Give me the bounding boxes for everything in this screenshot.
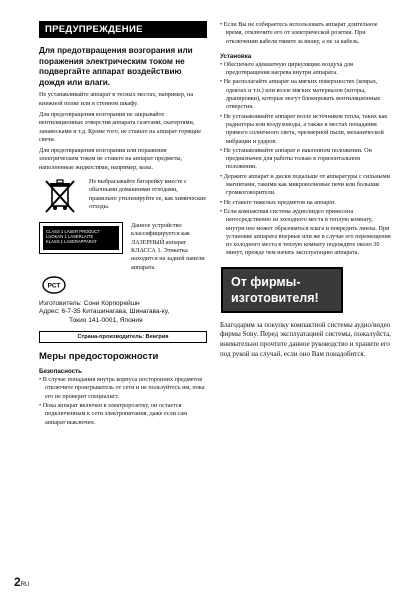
safety-item: • Пока аппарат включен в электророзетку, он остается подключенным к сети электропитания, даже если сам аппарат выключен. bbox=[39, 401, 188, 426]
country-of-origin: Страна-производитель: Венгрия bbox=[39, 331, 207, 343]
install-item: • Держите аппарат и диски подальше от аппаратуры с сильными магнитами, такими как микроволновые печи или большие громкоговорители. bbox=[220, 172, 390, 197]
install-item: • Если компактная система аудио/видео принесена непосредственно из холодного места в теплую комнату, внутри нее может образоваться влага и повредить линзы. При установке аппарата впервые или же в случае его перемещения из холодного места в теплую комнату подождите около 30 минут, прежде чем начать эксплуатацию аппарата. bbox=[220, 207, 391, 257]
manufacturer-info bbox=[39, 300, 207, 325]
install-item: • Обеспечьте адекватную циркуляцию воздуха для предотвращения нагрева внутри аппарата. bbox=[220, 60, 353, 77]
install-item: • Не устанавливайте аппарат в наклонном положении. Он предназначен для работы только в горизонтальном положении. bbox=[220, 146, 372, 171]
svg-text:РСТ: РСТ bbox=[47, 282, 61, 290]
install-item: • Не располагайте аппарат на мягких поверхностях (коврах, одеялах и т.п.) или возле мягких материалов (шторы, драпировки), которые могут блокировать вентиляционные отверстия. bbox=[220, 78, 381, 111]
battery-text: Не выбрасывайте батарейку вместе с обычными домашними отходами, правильно утилизируйте ее, как химические отходы. bbox=[89, 178, 207, 210]
certification-row bbox=[39, 276, 207, 294]
page-number bbox=[14, 575, 29, 589]
install-title: Установка bbox=[220, 52, 252, 60]
laser-text: Данное устройство классифицируется как ЛАЗЕРНЫЙ аппарат КЛАССА 1. Этикетка находится на задней панели аппарата. bbox=[131, 222, 205, 271]
crossed-bin-icon bbox=[43, 178, 77, 214]
warning-paragraph: Для предотвращения возгорания или поражения электрическим током не ставьте на аппарат предметы, наполненные жидкостями, например, вазы. bbox=[39, 147, 183, 171]
warning-title: Для предотвращения возгорания или поражения электрическим током не подвергайте аппарат воздействию дождя или влаги. bbox=[39, 46, 193, 87]
warning-paragraph: Не устанавливайте аппарат в тесных местах, например, на книжной полке или в стенном шкафу. bbox=[39, 91, 194, 107]
manufacturer-line: Адрес: 6-7-35 Киташинагава, Шинагава-ку, bbox=[39, 308, 170, 316]
owners-heading-line: изготовителя! bbox=[231, 290, 319, 305]
safety-item: • В случае попадания внутрь корпуса посторонних предметов отключите проигрыватель от сети и не пользуйтесь им, пока его не проверит специалист. bbox=[39, 376, 205, 400]
install-item: • Не ставьте тяжелых предметов на аппарат. bbox=[220, 198, 336, 206]
warning-paragraph: Для предотвращения возгорания не закрывайте вентиляционные отверстия аппарата газетами, скатертями, занавесками и т.д. Кроме того, не ставьте на аппарат горящие свечи. bbox=[39, 110, 201, 143]
laser-class-label bbox=[39, 222, 123, 254]
owners-heading bbox=[221, 267, 343, 313]
laser-label-line: LUOKAN 1 LASERLAITE bbox=[46, 234, 94, 240]
install-item: • Не устанавливайте аппарат возле источников тепла, таких как радиаторы или воздуховоды, а также в местах попадания прямого солнечного света, чрезмерной пыли, механической вибрации и ударов. bbox=[220, 112, 388, 145]
safety-title: Безопасность bbox=[39, 368, 82, 376]
warning-header: ПРЕДУПРЕЖДЕНИЕ bbox=[39, 21, 207, 38]
rst-certification-icon bbox=[41, 276, 67, 294]
precautions-title: Меры предосторожности bbox=[39, 351, 159, 363]
laser-notice bbox=[39, 222, 207, 272]
laser-label-text bbox=[43, 226, 119, 250]
owners-text: Благодарим за покупку компактной системы аудио/видео фирмы Sony. Перед эксплуатацией системы, пожалуйста, внимательно прочтите данное руководство и храните его под рукой на случай, если оно Вам понадобится. bbox=[220, 320, 391, 358]
owners-heading-line: От фирмы- bbox=[231, 274, 301, 289]
laser-label-line: CLASS 1 LASER PRODUCT bbox=[46, 229, 100, 235]
page-language: RU bbox=[20, 582, 30, 588]
page-number-value: 2 bbox=[14, 575, 21, 589]
safety-item: • Если Вы не собираетесь использовать аппарат длительное время, отключите его от электрической розетки. При отключении кабеля тяните за вилку, а не за кабель. bbox=[220, 21, 378, 45]
laser-label-line: KLASS 1 LASERAPPARAT bbox=[46, 239, 97, 245]
manufacturer-line: Изготовитель: Сони Корпорейшн bbox=[39, 299, 140, 307]
right-column bbox=[220, 21, 392, 359]
left-column bbox=[39, 21, 207, 427]
manufacturer-line: Токио 141-0001, Япония bbox=[69, 316, 143, 324]
battery-notice bbox=[39, 178, 207, 214]
